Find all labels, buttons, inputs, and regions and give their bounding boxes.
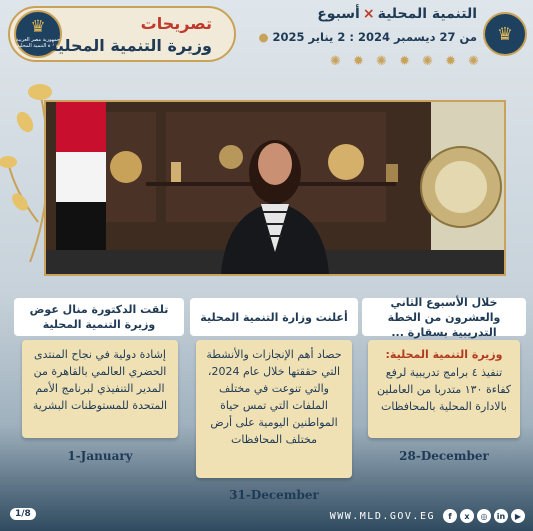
week-title <box>317 6 477 22</box>
week-prefix: التنمية المحلية <box>377 6 477 22</box>
youtube-icon[interactable]: ▶ <box>511 509 525 523</box>
news-date-2: 31-December <box>229 488 319 502</box>
date-range-text: من 27 ديسمبر 2024 : 2 يناير 2025 <box>272 30 477 44</box>
instagram-icon[interactable]: ◎ <box>477 509 491 523</box>
fireworks-ornament: ✺ ✹ ✺ ✹ ✺ ✹ ✺ <box>330 54 484 69</box>
minister-photo <box>44 100 506 276</box>
eagle-icon: ♛ <box>30 17 46 37</box>
government-emblem-icon: ♛ <box>483 12 527 56</box>
news-title-2: أعلنت وزارة التنمية المحلية <box>190 298 358 336</box>
logo-caption: جمهورية مصر العربية وزارة التنمية المحلية <box>16 37 60 49</box>
statements-title: تصريحات <box>140 14 212 33</box>
page-indicator: 1/8 <box>10 508 36 520</box>
news-date-3: 1-January <box>67 449 133 463</box>
linkedin-icon[interactable]: in <box>494 509 508 523</box>
news-body-1: تنفيذ ٤ برامج تدريبية لرفع كفاءة ١٣٠ متدربا من العاملين بالادارة المحلية بالمحافظات <box>376 366 512 413</box>
news-lead-1: وزيرة التنمية المحلية: <box>385 348 503 361</box>
minister-title: وزيرة التنمية المحلية <box>48 36 212 55</box>
times-icon: × <box>362 6 375 22</box>
x-twitter-icon[interactable]: x <box>460 509 474 523</box>
website-link[interactable]: WWW.MLD.GOV.EG <box>329 511 435 522</box>
news-card-1 <box>368 340 520 438</box>
news-title-3: تلقت الدكتورة منال عوض وزيرة التنمية المحلية <box>14 298 184 336</box>
bullet-icon: ● <box>258 30 269 44</box>
date-range <box>258 30 477 44</box>
facebook-icon[interactable]: f <box>443 509 457 523</box>
news-date-1: 28-December <box>399 449 489 463</box>
news-body-2: حصاد أهم الإنجازات والأنشطة التي حققتها خلال عام 2024، والتي تنوعت في مختلف الملفات التي تمس حياة المواطنين اليومية على أرض مختلف المحافظات <box>206 348 342 446</box>
news-card-2 <box>196 340 352 478</box>
news-card-3 <box>22 340 178 438</box>
news-body-3: إشادة دولية في نجاح المنتدى الحضري العالمي بالقاهرة من المدير التنفيذي لبرنامج الأمم المتحدة للمستوطنات البشرية <box>32 348 168 412</box>
news-title-1: خلال الأسبوع الثاني والعشرون من الخطة التدريبية بسقارة ... <box>362 298 526 336</box>
week-suffix: أسبوع <box>317 6 360 22</box>
social-links <box>443 509 525 523</box>
statements-header <box>8 6 236 62</box>
